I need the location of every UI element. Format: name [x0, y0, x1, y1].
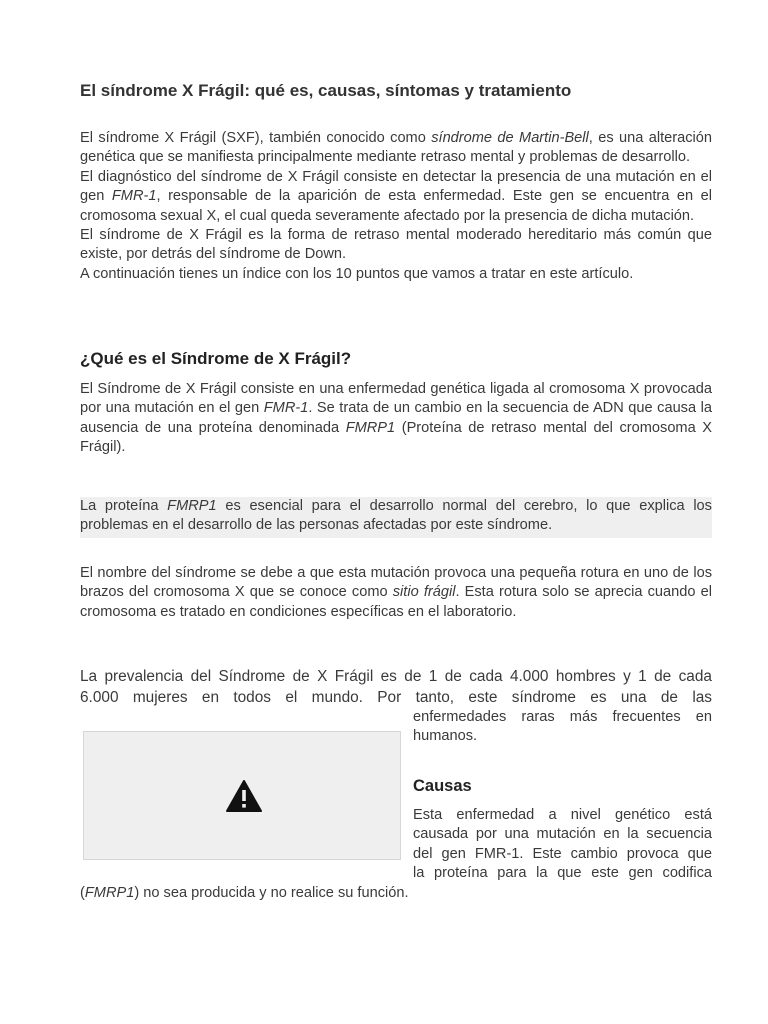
emphasis-text: FMRP1 [167, 498, 217, 514]
emphasis-text: FMR-1 [111, 188, 157, 205]
causas-paragraph [413, 806, 712, 884]
text: (Proteína de retraso mental del cromosoma X Frágil). [80, 419, 712, 456]
image-placeholder [83, 731, 401, 860]
prevalence-line-2: 6.000 mujeres en todos el mundo. Por tanto, este síndrome es una de las [80, 689, 712, 706]
intro-paragraph-3: El síndrome de X Frágil es la forma de retraso mental moderado hereditario más común que existe, por detrás del síndrome de Down. [80, 227, 712, 263]
section-heading-que-es: ¿Qué es el Síndrome de X Frágil? [80, 349, 352, 368]
causas-tail [80, 884, 712, 903]
causas-line-4: la proteína para la que este gen codifica [413, 865, 712, 882]
prevalence-paragraph [80, 666, 712, 708]
text: . Esta rotura solo se aprecia cuando el cromosoma es tratado en condiciones específicas en el laboratorio. [80, 584, 712, 620]
intro-paragraph-1 [80, 129, 712, 168]
sitio-fragil-paragraph [80, 564, 712, 622]
causas-line-1: Esta enfermedad a nivel genético está [413, 807, 712, 823]
prevalence-line-1: La prevalencia del Síndrome de X Frágil es de 1 de cada 4.000 hombres y 1 de cada [80, 668, 712, 685]
text: . Se trata de un cambio en la secuencia de ADN que causa la ausencia de una proteína denominada [80, 400, 712, 436]
text: es esencial para el desarrollo normal del cerebro, lo que explica los problemas en el desarrollo de las personas afectadas por este síndrome. [80, 498, 712, 534]
warning-icon [226, 780, 262, 812]
section-heading-causas: Causas [413, 777, 472, 795]
text: El diagnóstico del síndrome de X Frágil consiste en detectar la presencia de una mutación en el gen [80, 168, 712, 205]
page-title: El síndrome X Frágil: qué es, causas, síntomas y tratamiento [80, 81, 572, 100]
emphasis-text: FMR-1 [263, 400, 309, 417]
prevalence-wrap [413, 708, 712, 747]
causas-line-2: causada por una mutación en la secuencia [413, 826, 712, 843]
text: El síndrome X Frágil (SXF), también conocido como [80, 130, 432, 146]
text: ) no sea producida y no realice su función. [134, 885, 409, 901]
text: ( [80, 885, 85, 901]
emphasis-text: sitio frágil [392, 584, 456, 601]
text: , responsable de la aparición de esta enfermedad. Este gen se encuentra en el cromosoma sexual X, el cual queda severamente afectado por la presencia de dicha mutación. [80, 188, 713, 224]
text: El nombre del síndrome se debe a que esta mutación provoca una pequeña rotura en uno de los brazos del cromosoma X que se conoce como [80, 565, 712, 601]
text: La proteína [80, 498, 168, 514]
intro-section [80, 129, 712, 284]
intro-paragraph-4: A continuación tienes un índice con los 10 puntos que vamos a tratar en este artículo. [80, 265, 634, 282]
text: , es una alteración genética que se manifiesta principalmente mediante retraso mental y problemas de desarrollo. [80, 130, 712, 166]
prevalence-line-3: enfermedades raras más frecuentes en [413, 709, 712, 725]
section-que-es-paragraph [80, 380, 712, 458]
highlight-quote [80, 497, 712, 538]
emphasis-text: FMRP1 [84, 885, 135, 901]
causas-line-3: del gen FMR-1. Este cambio provoca que [413, 845, 712, 862]
prevalence-line-4: humanos. [413, 728, 478, 745]
intro-paragraph-2 [80, 168, 712, 226]
emphasis-text: síndrome de Martin-Bell [431, 130, 589, 146]
emphasis-text: FMRP1 [345, 419, 396, 436]
text: El Síndrome de X Frágil consiste en una enfermedad genética ligada al cromosoma X provocada por una mutación en el gen [80, 381, 712, 417]
